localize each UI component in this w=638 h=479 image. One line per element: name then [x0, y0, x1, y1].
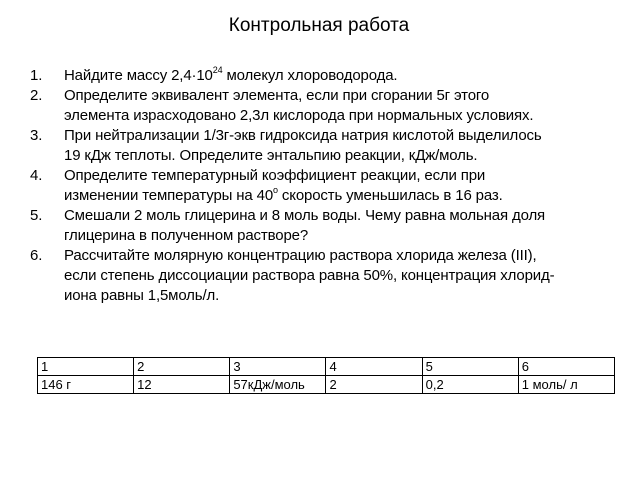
- answers-table: [37, 357, 615, 394]
- task-item-2: [30, 86, 626, 126]
- task-text-line: Рассчитайте молярную концентрацию раствора хлорида железа (III),: [64, 247, 537, 264]
- table-cell: 6: [518, 358, 614, 376]
- task-item-3: [30, 126, 626, 166]
- table-cell: 0,2: [422, 376, 518, 394]
- task-number: 5.: [30, 207, 43, 224]
- table-cell: 1 моль/ л: [518, 376, 614, 394]
- task-text-line: Определите эквивалент элемента, если при сгорании 5г этого: [64, 87, 490, 104]
- task-text-part: Найдите массу 2,4·10: [64, 67, 213, 84]
- task-text: [64, 66, 626, 86]
- table-row: [38, 376, 615, 394]
- task-text-line: 19 кДж теплоты. Определите энтальпию реакции, кДж/моль.: [64, 147, 478, 164]
- task-item-1: [30, 66, 626, 86]
- task-number: 1.: [30, 67, 43, 84]
- task-text-part: скорость уменьшилась в 16 раз.: [277, 187, 503, 204]
- task-text-line: Смешали 2 моль глицерина и 8 моль воды. Чему равна мольная доля: [64, 207, 546, 224]
- task-number: 2.: [30, 87, 43, 104]
- page-title: Контрольная работа: [228, 15, 410, 36]
- table-cell: 12: [134, 376, 230, 394]
- degree-superscript: о: [273, 185, 278, 195]
- task-text-line: [64, 186, 626, 206]
- task-list: [30, 66, 626, 306]
- task-text-part: изменении температуры на 40: [64, 187, 274, 204]
- task-item-6: [30, 246, 626, 306]
- task-item-5: [30, 206, 626, 246]
- task-item-4: [30, 166, 626, 206]
- task-number: 4.: [30, 167, 43, 184]
- task-number: 6.: [30, 247, 43, 264]
- table-cell: 3: [230, 358, 326, 376]
- table-cell: 4: [326, 358, 422, 376]
- table-cell: 5: [422, 358, 518, 376]
- task-text-line: Определите температурный коэффициент реакции, если при: [64, 167, 486, 184]
- task-text-part: молекул хлороводорода.: [222, 67, 398, 84]
- table-header-row: [38, 358, 615, 376]
- task-text-line: элемента израсходовано 2,3л кислорода при нормальных условиях.: [64, 107, 534, 124]
- task-text-line: если степень диссоциации раствора равна 50%, концентрация хлорид-: [64, 267, 555, 284]
- exponent: 24: [212, 65, 223, 75]
- task-text-line: При нейтрализации 1/3г-экв гидроксида натрия кислотой выделилось: [64, 127, 542, 144]
- table-cell: 2: [326, 376, 422, 394]
- task-text-line: глицерина в полученном растворе?: [64, 227, 309, 244]
- table-cell: 1: [38, 358, 134, 376]
- task-text-line: иона равны 1,5моль/л.: [64, 287, 220, 304]
- table-cell: 146 г: [38, 376, 134, 394]
- task-number: 3.: [30, 127, 43, 144]
- table-cell: 2: [134, 358, 230, 376]
- table-cell: 57кДж/моль: [230, 376, 326, 394]
